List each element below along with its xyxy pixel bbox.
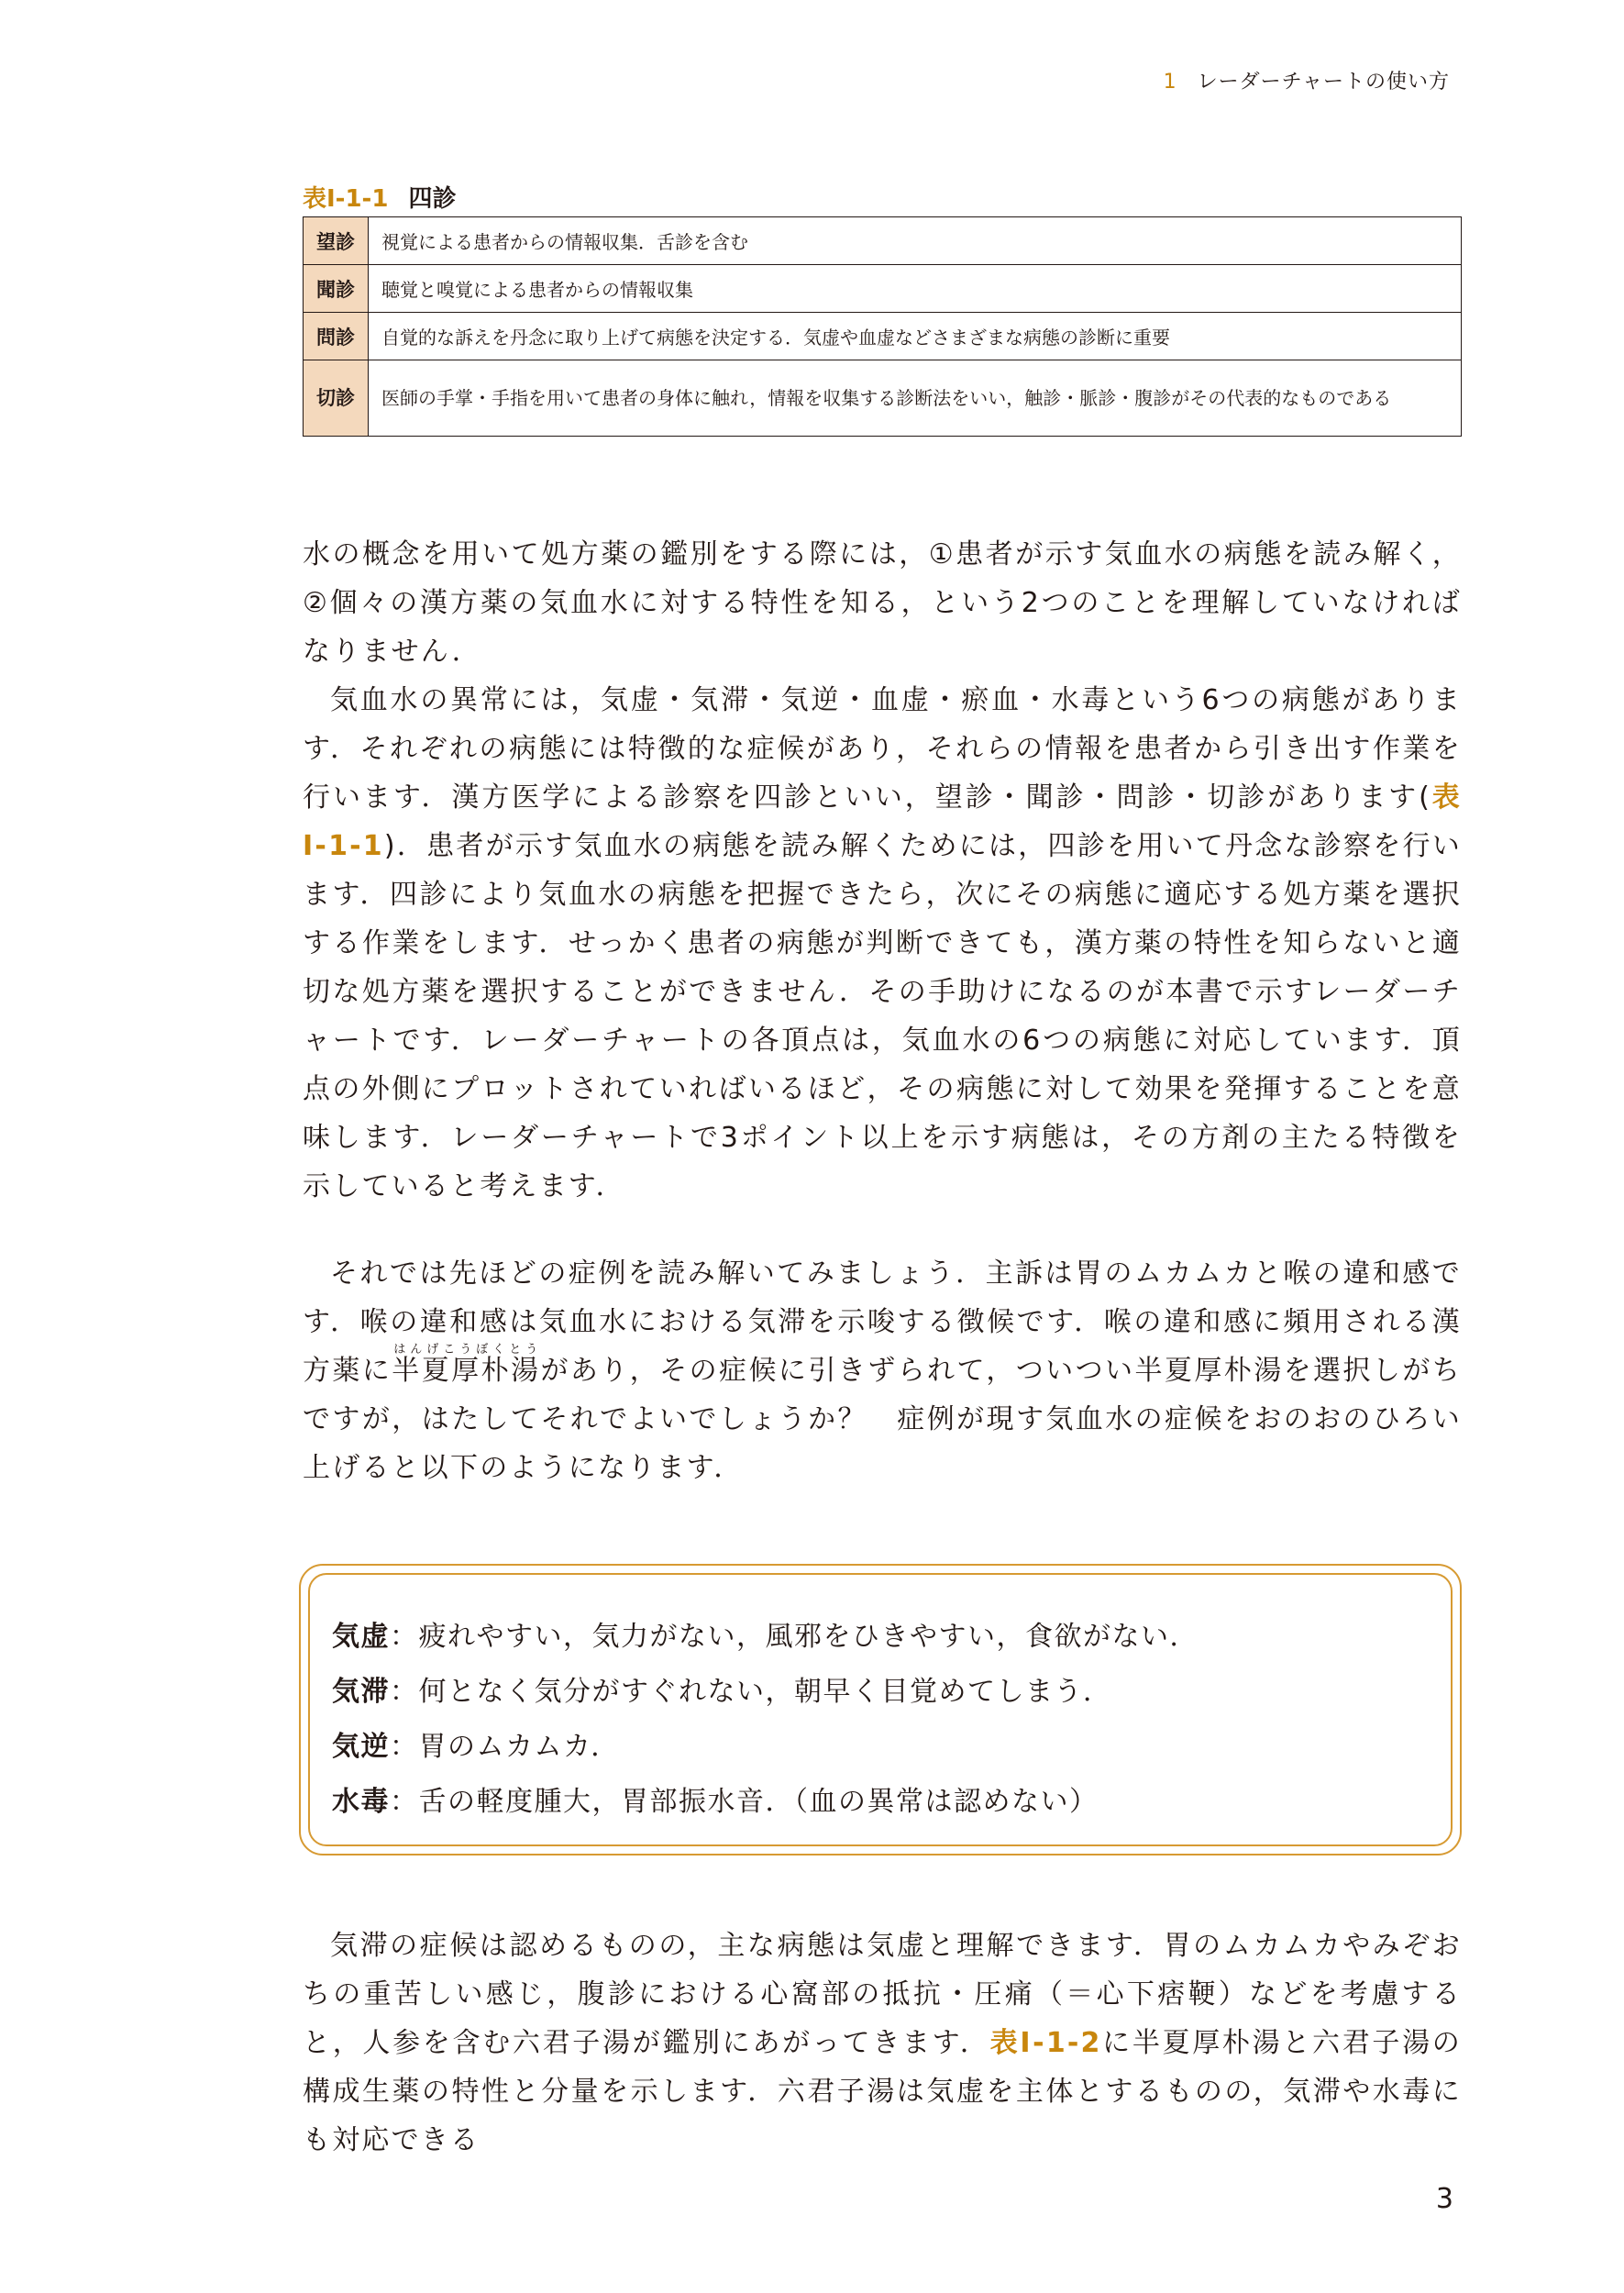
four-diagnoses-table <box>303 216 1462 437</box>
term-cell: 問診 <box>304 313 369 360</box>
symptom-item <box>332 1610 1199 1665</box>
symptom-term: 気虚 <box>332 1621 390 1653</box>
term-cell: 望診 <box>304 217 369 265</box>
body-text-middle <box>303 1249 1462 1492</box>
paragraph-4 <box>303 1922 1462 2165</box>
term-cell: 切診 <box>304 360 369 437</box>
description-cell: 医師の手掌・手指を用いて患者の身体に触れ，情報を収集する診断法をいい，触診・脈診・腹診がその代表的なものである <box>369 360 1462 437</box>
symptom-item <box>332 1720 1199 1775</box>
table-row <box>304 313 1462 360</box>
chapter-title: レーダーチャートの使い方 <box>1197 71 1450 94</box>
description-cell: 自覚的な訴えを丹念に取り上げて病態を決定する．気虚や血虚などさまざまな病態の診断に重要 <box>369 313 1462 360</box>
paragraph-4-continued: に半夏厚朴湯と六君子湯の構成生薬の特性と分量を示します．六君子湯は気虚を主体とするものの，気滞や水毒にも対応できる <box>303 2027 1462 2156</box>
paragraph-4-text: 気滞の症候は認めるものの，主な病態は気虚と理解できます．胃のムカムカやみぞおちの重苦しい感じ，腹診における心窩部の抵抗・圧痛（＝心下痞鞕）などを考慮すると，人参を含む六君子湯が鑑別にあがってきます． <box>303 1930 1462 2059</box>
body-text-lower <box>303 1922 1462 2165</box>
description-cell: 聴覚と嗅覚による患者からの情報収集 <box>369 265 1462 313</box>
paragraph-2-text: 気血水の異常には，気虚・気滞・気逆・血虚・瘀血・水毒という6つの病態があります．それぞれの病態には特徴的な症候があり，それらの情報を患者から引き出す作業を行います．漢方医学による診察を四診といい，望診・聞診・問診・切診があります( <box>303 684 1462 814</box>
ruby-reading: はんげこうぼくとう <box>392 1343 541 1357</box>
paragraph-3-continued: があり，その症候に引きずられて，ついつい半夏厚朴湯を選択しがちですが，はたしてそれでよいでしょうか？ 症例が現す気血水の症候をおのおのひろい上げると以下のようになります． <box>303 1355 1462 1484</box>
table-title: 四診 <box>408 185 457 213</box>
running-head <box>1164 66 1450 94</box>
table-caption <box>303 180 456 214</box>
symptom-text: ：胃のムカムカ． <box>390 1731 620 1763</box>
paragraph-2 <box>303 676 1462 1211</box>
symptom-text: ：舌の軽度腫大，胃部振水音．（血の異常は認めない） <box>390 1786 1099 1818</box>
symptom-term: 気滞 <box>332 1676 390 1708</box>
table-row <box>304 217 1462 265</box>
page-number: 3 <box>1435 2183 1453 2215</box>
table-row <box>304 265 1462 313</box>
body-text-upper <box>303 530 1462 1211</box>
symptom-term: 水毒 <box>332 1786 390 1818</box>
symptom-text: ：疲れやすい，気力がない，風邪をひきやすい，食欲がない． <box>390 1621 1199 1653</box>
term-cell: 聞診 <box>304 265 369 313</box>
symptom-item <box>332 1775 1199 1830</box>
paragraph-3-text: それでは先ほどの症例を読み解いてみましょう．主訴は胃のムカムカと喉の違和感です．喉の違和感は気血水における気滞を示唆する徴候です．喉の違和感に頻用される漢方薬に <box>303 1257 1462 1387</box>
symptom-term: 気逆 <box>332 1731 390 1763</box>
paragraph-3 <box>303 1249 1462 1492</box>
ruby-hangekobokuto <box>392 1343 541 1387</box>
table-id: 表Ⅰ-1-1 <box>303 185 389 213</box>
symptom-list <box>332 1610 1199 1830</box>
table-reference-link[interactable]: 表Ⅰ-1-1 <box>303 781 1463 862</box>
paragraph-2-continued: )．患者が示す気血水の病態を読み解くためには，四診を用いて丹念な診察を行います．四診により気血水の病態を把握できたら，次にその病態に適応する処方薬を選択する作業をします．せっかく患者の病態が判断できても，漢方薬の特性を知らないと適切な処方薬を選択することができません．その手助けになるのが本書で示すレーダーチャートです．レーダーチャートの各頂点は，気血水の6つの病態に対応しています．頂点の外側にプロットされていればいるほど，その病態に対して効果を発揮することを意味します．レーダーチャートで3ポイント以上を示す病態は，その方剤の主たる特徴を示していると考えます． <box>303 830 1462 1202</box>
table-reference-link[interactable]: 表Ⅰ-1-2 <box>989 2027 1102 2059</box>
symptom-text: ：何となく気分がすぐれない，朝早く目覚めてしまう． <box>390 1676 1112 1708</box>
table-row <box>304 360 1462 437</box>
chapter-number: 1 <box>1163 71 1177 94</box>
ruby-base: 半夏厚朴湯 <box>392 1355 541 1387</box>
paragraph-1: 水の概念を用いて処方薬の鑑別をする際には，①患者が示す気血水の病態を読み解く，②個々の漢方薬の気血水に対する特性を知る，という2つのことを理解していなければなりません． <box>303 538 1462 668</box>
symptom-item <box>332 1665 1199 1720</box>
description-cell: 視覚による患者からの情報収集．舌診を含む <box>369 217 1462 265</box>
